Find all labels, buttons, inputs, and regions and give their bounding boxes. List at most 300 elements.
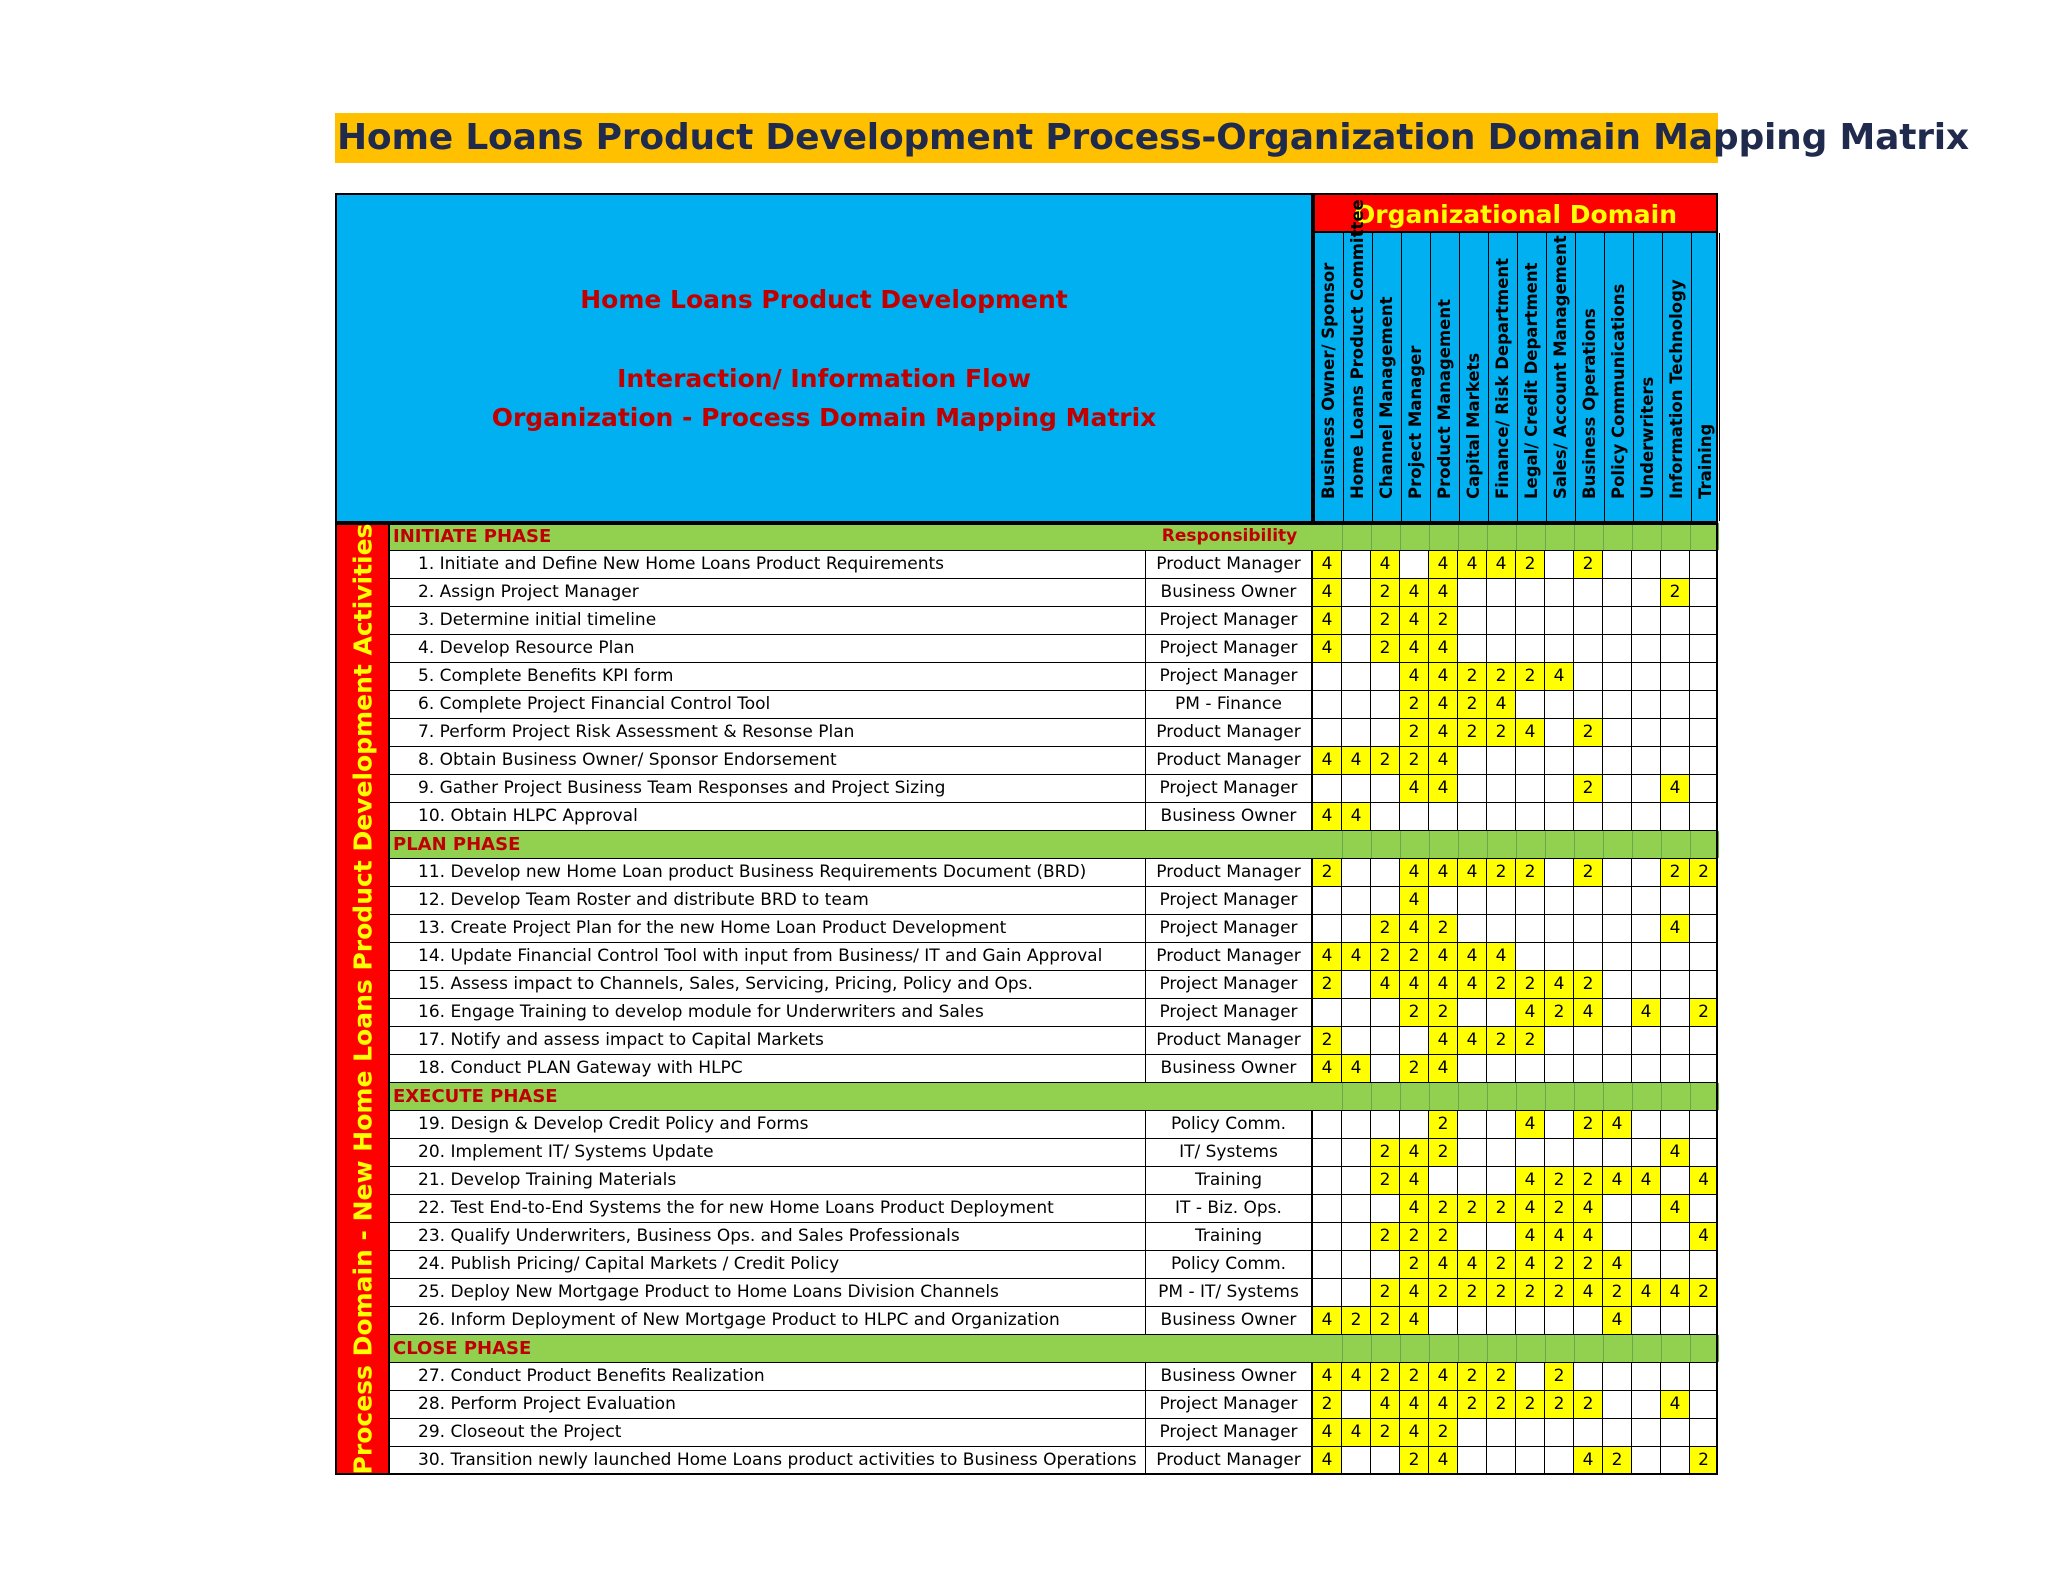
- matrix-cell: [1487, 1447, 1516, 1474]
- process-header-line-1: Home Loans Product Development: [580, 284, 1068, 314]
- responsibility-cell: Business Owner: [1146, 579, 1313, 606]
- matrix-cell: 2: [1458, 1279, 1487, 1306]
- matrix-cell: 2: [1429, 1419, 1458, 1446]
- matrix-cell: [1632, 915, 1661, 942]
- phase-grid-line: [1313, 1083, 1343, 1110]
- matrix-cell: [1487, 635, 1516, 662]
- matrix-cell: 4: [1342, 1055, 1371, 1082]
- responsibility-cell: Training: [1146, 1223, 1313, 1250]
- matrix-cell: 2: [1516, 663, 1545, 690]
- matrix-cell: [1545, 887, 1574, 914]
- matrix-cell: 4: [1429, 775, 1458, 802]
- phase-grid-line: [1690, 1335, 1719, 1362]
- matrix-body: [390, 523, 1718, 1475]
- matrix-cell: [1516, 803, 1545, 830]
- matrix-cell: 4: [1400, 775, 1429, 802]
- matrix-cell: 4: [1632, 999, 1661, 1026]
- phase-grid-line: [1429, 1083, 1459, 1110]
- matrix-cell: 4: [1313, 1055, 1342, 1082]
- matrix-cell: 2: [1545, 1391, 1574, 1418]
- matrix-cell: [1603, 635, 1632, 662]
- matrix-cell: 4: [1458, 943, 1487, 970]
- matrix-cell: 4: [1429, 859, 1458, 886]
- matrix-cell: [1661, 887, 1690, 914]
- matrix-cell: 4: [1545, 971, 1574, 998]
- phase-grid-line: [1429, 831, 1459, 858]
- matrix-cell: [1342, 719, 1371, 746]
- matrix-cell: [1458, 747, 1487, 774]
- activity-name: 22. Test End-to-End Systems the for new Home Loans Product Deployment: [390, 1195, 1146, 1222]
- matrix-cell: [1603, 551, 1632, 578]
- matrix-cell: 4: [1661, 1195, 1690, 1222]
- matrix-cell: [1342, 635, 1371, 662]
- phase-row: [390, 523, 1718, 551]
- matrix-cell: 2: [1429, 1111, 1458, 1138]
- matrix-cell: 4: [1400, 1195, 1429, 1222]
- matrix-cell: [1632, 579, 1661, 606]
- matrix-cell: [1690, 1363, 1718, 1390]
- responsibility-cell: Project Manager: [1146, 607, 1313, 634]
- activity-name: 21. Develop Training Materials: [390, 1167, 1146, 1194]
- matrix-cell: [1574, 635, 1603, 662]
- matrix-cell: [1545, 747, 1574, 774]
- matrix-cell: [1632, 971, 1661, 998]
- matrix-cell: [1574, 1363, 1603, 1390]
- activity-row: [390, 1195, 1718, 1223]
- activity-name: 27. Conduct Product Benefits Realization: [390, 1363, 1146, 1390]
- phase-grid-line: [1371, 831, 1401, 858]
- matrix-cell: [1342, 887, 1371, 914]
- matrix-cell: 2: [1458, 691, 1487, 718]
- responsibility-cell: Project Manager: [1146, 1419, 1313, 1446]
- org-column-header: [1692, 233, 1720, 521]
- spacer-row: [335, 163, 1718, 193]
- matrix-cell: 4: [1342, 1419, 1371, 1446]
- matrix-cell: 4: [1313, 1419, 1342, 1446]
- matrix-cell: 4: [1545, 663, 1574, 690]
- activity-name: 12. Develop Team Roster and distribute BRD to team: [390, 887, 1146, 914]
- matrix-cell: [1313, 1139, 1342, 1166]
- matrix-cell: [1545, 1419, 1574, 1446]
- matrix-cell: [1690, 915, 1718, 942]
- matrix-cell: [1661, 1447, 1690, 1474]
- process-header-line-3: Organization - Process Domain Mapping Matrix: [491, 402, 1157, 432]
- matrix-cell: 2: [1429, 1279, 1458, 1306]
- matrix-cell: [1342, 915, 1371, 942]
- org-column-header: [1373, 233, 1402, 521]
- matrix-cell: [1632, 943, 1661, 970]
- matrix-cell: [1371, 775, 1400, 802]
- matrix-cell: [1574, 803, 1603, 830]
- matrix-cell: 4: [1574, 1223, 1603, 1250]
- matrix-cell: 2: [1371, 607, 1400, 634]
- activity-name: 18. Conduct PLAN Gateway with HLPC: [390, 1055, 1146, 1082]
- matrix-cell: 4: [1313, 803, 1342, 830]
- phase-grid-line: [1342, 1083, 1372, 1110]
- matrix-cell: 2: [1400, 943, 1429, 970]
- matrix-cell: [1661, 635, 1690, 662]
- matrix-cell: [1603, 579, 1632, 606]
- matrix-cell: [1661, 1307, 1690, 1334]
- org-column-label: Underwriters: [1638, 376, 1657, 499]
- matrix-cell: 2: [1574, 551, 1603, 578]
- org-column-label: Legal/ Credit Department: [1522, 262, 1541, 499]
- matrix-cell: 2: [1458, 1363, 1487, 1390]
- phase-grid-line: [1487, 523, 1517, 550]
- phase-grid-line: [1690, 523, 1719, 550]
- matrix-cell: [1690, 691, 1718, 718]
- matrix-cell: 2: [1313, 859, 1342, 886]
- matrix-cell: [1632, 1111, 1661, 1138]
- matrix-cell: 2: [1400, 1251, 1429, 1278]
- matrix-cell: 2: [1458, 1391, 1487, 1418]
- matrix-cell: 2: [1661, 859, 1690, 886]
- matrix-cell: [1371, 1055, 1400, 1082]
- matrix-cell: [1371, 1447, 1400, 1474]
- matrix-cell: [1342, 971, 1371, 998]
- matrix-cell: [1487, 1167, 1516, 1194]
- matrix-cell: 2: [1574, 859, 1603, 886]
- matrix-title: [335, 113, 1969, 163]
- matrix-cell: [1632, 691, 1661, 718]
- phase-grid-line: [1516, 1083, 1546, 1110]
- matrix-cell: 2: [1371, 915, 1400, 942]
- matrix-cell: 2: [1545, 1167, 1574, 1194]
- matrix-cell: [1690, 1391, 1718, 1418]
- matrix-cell: 2: [1603, 1447, 1632, 1474]
- matrix-cell: 4: [1313, 1447, 1342, 1474]
- matrix-cell: 4: [1516, 1167, 1545, 1194]
- matrix-cell: [1400, 1027, 1429, 1054]
- phase-row: [390, 1335, 1718, 1363]
- matrix-cell: [1487, 1307, 1516, 1334]
- phase-grid-line: [1574, 831, 1604, 858]
- matrix-cell: [1458, 579, 1487, 606]
- matrix-cell: 2: [1574, 1111, 1603, 1138]
- phase-grid-line: [1574, 523, 1604, 550]
- phase-grid-line: [1603, 831, 1633, 858]
- matrix-cell: [1342, 775, 1371, 802]
- matrix-cell: [1458, 1223, 1487, 1250]
- activity-name: 4. Develop Resource Plan: [390, 635, 1146, 662]
- matrix-cell: [1545, 691, 1574, 718]
- phase-grid-line: [1574, 1335, 1604, 1362]
- matrix-cell: [1690, 775, 1718, 802]
- matrix-cell: 4: [1574, 1195, 1603, 1222]
- matrix-cell: [1487, 747, 1516, 774]
- matrix-cell: [1690, 663, 1718, 690]
- matrix-cell: [1690, 579, 1718, 606]
- matrix-cell: [1690, 803, 1718, 830]
- activity-row: [390, 579, 1718, 607]
- matrix-cell: [1545, 635, 1574, 662]
- org-column-header: [1315, 233, 1344, 521]
- org-column-header: [1576, 233, 1605, 521]
- matrix-cell: [1516, 1363, 1545, 1390]
- matrix-cell: [1661, 803, 1690, 830]
- phase-grid-line: [1400, 1335, 1430, 1362]
- phase-grid-line: [1516, 1335, 1546, 1362]
- matrix-cell: [1661, 719, 1690, 746]
- matrix-cell: [1487, 1139, 1516, 1166]
- responsibility-cell: Project Manager: [1146, 887, 1313, 914]
- matrix-cell: [1516, 635, 1545, 662]
- matrix-cell: 4: [1429, 1447, 1458, 1474]
- matrix-cell: 2: [1400, 1363, 1429, 1390]
- phase-row: [390, 1083, 1718, 1111]
- matrix-cell: 2: [1429, 1139, 1458, 1166]
- responsibility-cell: Product Manager: [1146, 1447, 1313, 1474]
- matrix-cell: [1574, 1055, 1603, 1082]
- matrix-cell: [1342, 859, 1371, 886]
- matrix-cell: 4: [1400, 1279, 1429, 1306]
- activity-row: [390, 1027, 1718, 1055]
- matrix-cell: 4: [1603, 1251, 1632, 1278]
- matrix-cell: 4: [1487, 691, 1516, 718]
- activity-name: 19. Design & Develop Credit Policy and Forms: [390, 1111, 1146, 1138]
- org-column-label: Information Technology: [1667, 279, 1686, 499]
- matrix-cell: 4: [1342, 803, 1371, 830]
- matrix-cell: [1632, 1391, 1661, 1418]
- matrix-cell: [1574, 1139, 1603, 1166]
- matrix-cell: [1690, 607, 1718, 634]
- phase-grid-line: [1661, 1083, 1691, 1110]
- phase-grid-line: [1632, 1083, 1662, 1110]
- responsibility-cell: PM - IT/ Systems: [1146, 1279, 1313, 1306]
- activity-name: 13. Create Project Plan for the new Home Loan Product Development: [390, 915, 1146, 942]
- activity-name: 24. Publish Pricing/ Capital Markets / Credit Policy: [390, 1251, 1146, 1278]
- matrix-cell: [1603, 1027, 1632, 1054]
- phase-grid-line: [1690, 831, 1719, 858]
- matrix-cell: 2: [1574, 1251, 1603, 1278]
- activity-name: 16. Engage Training to develop module for Underwriters and Sales: [390, 999, 1146, 1026]
- matrix-cell: 2: [1516, 1391, 1545, 1418]
- matrix-cell: [1574, 915, 1603, 942]
- matrix-cell: [1632, 859, 1661, 886]
- matrix-cell: 2: [1371, 1419, 1400, 1446]
- activity-name: 29. Closeout the Project: [390, 1419, 1146, 1446]
- matrix-cell: 4: [1400, 635, 1429, 662]
- phase-grid-line: [1545, 523, 1575, 550]
- matrix-cell: [1313, 999, 1342, 1026]
- responsibility-cell: IT/ Systems: [1146, 1139, 1313, 1166]
- matrix-cell: [1661, 747, 1690, 774]
- matrix-cell: [1690, 1419, 1718, 1446]
- matrix-cell: [1458, 1419, 1487, 1446]
- phase-grid-line: [1458, 1335, 1488, 1362]
- matrix-cell: 4: [1400, 1167, 1429, 1194]
- matrix-cell: [1661, 1167, 1690, 1194]
- matrix-cell: [1632, 663, 1661, 690]
- matrix-cell: [1545, 943, 1574, 970]
- matrix-cell: [1458, 635, 1487, 662]
- matrix-cell: [1342, 1391, 1371, 1418]
- matrix-cell: [1690, 943, 1718, 970]
- org-column-header: [1344, 199, 1373, 521]
- matrix-cell: 4: [1429, 719, 1458, 746]
- phase-grid-line: [1342, 523, 1372, 550]
- matrix-cell: [1545, 1139, 1574, 1166]
- matrix-cell: [1603, 719, 1632, 746]
- phase-grid-line: [1574, 1083, 1604, 1110]
- phase-grid-line: [1545, 1083, 1575, 1110]
- responsibility-cell: Policy Comm.: [1146, 1111, 1313, 1138]
- phase-grid-line: [1661, 1335, 1691, 1362]
- responsibility-cell: Product Manager: [1146, 719, 1313, 746]
- matrix-cell: [1632, 551, 1661, 578]
- matrix-cell: 2: [1400, 1447, 1429, 1474]
- phase-grid-line: [1603, 1083, 1633, 1110]
- matrix-cell: [1487, 1111, 1516, 1138]
- org-column-label: Business Operations: [1580, 308, 1599, 499]
- matrix-cell: 2: [1574, 971, 1603, 998]
- activity-name: 28. Perform Project Evaluation: [390, 1391, 1146, 1418]
- matrix-cell: 4: [1313, 1307, 1342, 1334]
- matrix-cell: 2: [1487, 1027, 1516, 1054]
- phase-grid-line: [1632, 523, 1662, 550]
- matrix-cell: [1690, 719, 1718, 746]
- matrix-cell: 2: [1487, 859, 1516, 886]
- matrix-cell: [1632, 1363, 1661, 1390]
- phase-grid-line: [1661, 831, 1691, 858]
- matrix-cell: 2: [1371, 747, 1400, 774]
- matrix-cell: 4: [1400, 1139, 1429, 1166]
- matrix-cell: 2: [1429, 607, 1458, 634]
- matrix-cell: 4: [1371, 971, 1400, 998]
- matrix-cell: [1574, 943, 1603, 970]
- matrix-cell: [1487, 803, 1516, 830]
- matrix-cell: [1342, 1251, 1371, 1278]
- matrix-cell: 4: [1516, 1111, 1545, 1138]
- matrix-cell: [1371, 803, 1400, 830]
- matrix-cell: 4: [1603, 1167, 1632, 1194]
- matrix-cell: [1603, 859, 1632, 886]
- matrix-cell: [1661, 1251, 1690, 1278]
- activity-row: [390, 1363, 1718, 1391]
- org-column-label: Training: [1695, 423, 1715, 499]
- matrix-cell: [1313, 915, 1342, 942]
- process-header-line-2: Interaction/ Information Flow: [617, 363, 1031, 393]
- matrix-cell: [1690, 887, 1718, 914]
- matrix-cell: [1516, 943, 1545, 970]
- matrix-cell: [1429, 1167, 1458, 1194]
- matrix-cell: [1371, 1251, 1400, 1278]
- matrix-cell: 4: [1429, 551, 1458, 578]
- matrix-cell: 4: [1487, 551, 1516, 578]
- activity-row: [390, 803, 1718, 831]
- phase-grid-line: [1603, 523, 1633, 550]
- matrix-cell: 4: [1400, 915, 1429, 942]
- matrix-cell: 2: [1371, 579, 1400, 606]
- phase-name: INITIATE PHASE: [393, 526, 552, 547]
- phase-row: [390, 831, 1718, 859]
- activity-row: [390, 1223, 1718, 1251]
- matrix-cell: 4: [1400, 1419, 1429, 1446]
- matrix-cell: [1371, 663, 1400, 690]
- phase-grid-line: [1661, 523, 1691, 550]
- phase-grid-line: [1313, 523, 1343, 550]
- org-column-label: Product Management: [1435, 299, 1454, 499]
- matrix-cell: 4: [1400, 859, 1429, 886]
- matrix-cell: [1458, 887, 1487, 914]
- phase-grid-line: [1690, 1083, 1719, 1110]
- org-column-header: [1605, 233, 1634, 521]
- activity-row: [390, 1111, 1718, 1139]
- matrix-cell: [1603, 747, 1632, 774]
- matrix-cell: 4: [1574, 999, 1603, 1026]
- matrix-cell: [1690, 1195, 1718, 1222]
- activity-row: [390, 859, 1718, 887]
- matrix-cell: 2: [1574, 775, 1603, 802]
- responsibility-cell: Policy Comm.: [1146, 1251, 1313, 1278]
- matrix-cell: 4: [1632, 1279, 1661, 1306]
- matrix-cell: 4: [1400, 1391, 1429, 1418]
- matrix-cell: [1603, 803, 1632, 830]
- matrix-cell: [1371, 1195, 1400, 1222]
- responsibility-cell: Product Manager: [1146, 1027, 1313, 1054]
- org-column-header: [1460, 233, 1489, 521]
- responsibility-cell: Business Owner: [1146, 1307, 1313, 1334]
- matrix-cell: 4: [1342, 1363, 1371, 1390]
- org-column-header: [1518, 233, 1547, 521]
- activity-row: [390, 1139, 1718, 1167]
- matrix-cell: [1313, 1279, 1342, 1306]
- org-column-label: Policy Communications: [1609, 283, 1628, 499]
- activity-name: 26. Inform Deployment of New Mortgage Product to HLPC and Organization: [390, 1307, 1146, 1334]
- matrix-cell: [1342, 1195, 1371, 1222]
- responsibility-cell: Project Manager: [1146, 635, 1313, 662]
- matrix-cell: [1458, 775, 1487, 802]
- matrix-cell: 4: [1603, 1307, 1632, 1334]
- activity-row: [390, 775, 1718, 803]
- org-column-label: Capital Markets: [1464, 352, 1483, 499]
- matrix-cell: 4: [1429, 1363, 1458, 1390]
- matrix-cell: [1458, 1055, 1487, 1082]
- matrix-cell: 2: [1371, 635, 1400, 662]
- matrix-cell: [1342, 691, 1371, 718]
- matrix-cell: [1371, 719, 1400, 746]
- responsibility-cell: Project Manager: [1146, 775, 1313, 802]
- matrix-cell: 2: [1487, 971, 1516, 998]
- matrix-cell: 2: [1545, 1279, 1574, 1306]
- responsibility-cell: Product Manager: [1146, 859, 1313, 886]
- matrix-cell: [1313, 1167, 1342, 1194]
- responsibility-header: Responsibility: [1161, 526, 1298, 546]
- matrix-cell: [1603, 691, 1632, 718]
- matrix-cell: 2: [1574, 719, 1603, 746]
- matrix-cell: 4: [1661, 1279, 1690, 1306]
- responsibility-cell: Project Manager: [1146, 971, 1313, 998]
- matrix-cell: [1458, 1167, 1487, 1194]
- matrix-cell: [1603, 999, 1632, 1026]
- matrix-cell: [1313, 1111, 1342, 1138]
- matrix-cell: 4: [1545, 1223, 1574, 1250]
- matrix-cell: [1661, 999, 1690, 1026]
- phase-grid-line: [1313, 1335, 1343, 1362]
- activity-row: [390, 663, 1718, 691]
- matrix-cell: [1603, 775, 1632, 802]
- matrix-cell: [1313, 775, 1342, 802]
- matrix-cell: [1487, 999, 1516, 1026]
- activity-name: 17. Notify and assess impact to Capital Markets: [390, 1027, 1146, 1054]
- matrix-cell: [1574, 579, 1603, 606]
- matrix-cell: [1487, 607, 1516, 634]
- matrix-cell: 4: [1400, 1307, 1429, 1334]
- matrix-cell: [1516, 691, 1545, 718]
- matrix-cell: 2: [1342, 1307, 1371, 1334]
- matrix-cell: [1661, 971, 1690, 998]
- matrix-cell: [1458, 607, 1487, 634]
